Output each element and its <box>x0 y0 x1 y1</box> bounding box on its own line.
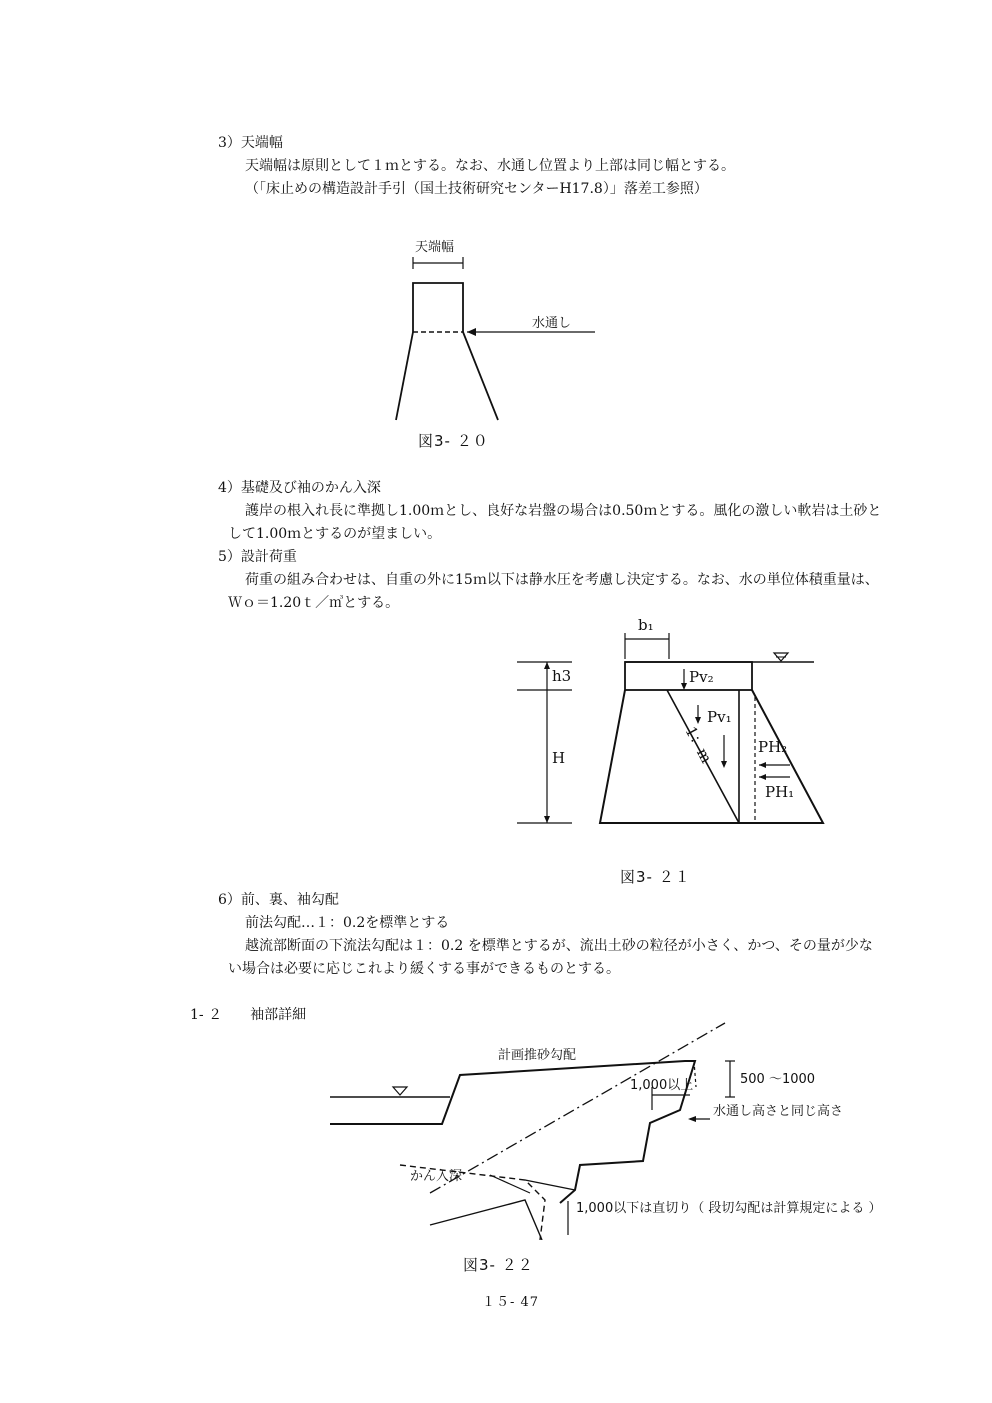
figure-3-21 <box>512 605 860 837</box>
fig21-label-slope: 1：m <box>681 723 716 767</box>
figure-3-22 <box>330 1015 920 1240</box>
fig21-label-h3: h3 <box>552 667 572 685</box>
section-6-heading: 6）前、裏、袖勾配 <box>218 892 339 908</box>
section-3-text-2: （「床止めの構造設計手引（国土技術研究センターH17.8）」落差工参照） <box>245 181 708 197</box>
figure-3-20 <box>390 225 610 425</box>
figure-3-22-caption: 図3- ２２ <box>463 1256 534 1274</box>
section-5-text-1: 荷重の組み合わせは、自重の外に15ｍ以下は静水圧を考慮し決定する。なお、水の単位体積重量は、 <box>245 572 879 588</box>
fig21-label-pv1: Pv₁ <box>707 708 732 726</box>
section-6-text-1: 前法勾配…１：0.2を標準とする <box>245 915 450 931</box>
section-4-heading: 4）基礎及び袖のかん入深 <box>218 480 381 496</box>
section-5-heading: 5）設計荷重 <box>218 549 297 565</box>
fig21-label-ph1: PH₁ <box>765 783 795 801</box>
fig21-label-pv2: Pv₂ <box>689 668 714 686</box>
fig21-label-H: H <box>552 749 566 767</box>
section-4-text-1: 護岸の根入れ長に準拠し1.00ｍとし、良好な岩盤の場合は0.50ｍとする。風化の激しい軟岩は土砂と <box>245 503 882 519</box>
section-3-text-1: 天端幅は原則として１ｍとする。なお、水通し位置より上部は同じ幅とする。 <box>245 158 735 174</box>
fig20-label-top: 天端幅 <box>415 240 455 255</box>
fig22-label-slope: 計画推砂勾配 <box>498 1048 577 1063</box>
section-6-text-2: 越流部断面の下流法勾配は１：0.2 を標準とするが、流出土砂の粒径が小さく、かつ、その量が少な <box>245 938 873 954</box>
figure-3-20-caption: 図3- ２０ <box>418 432 489 450</box>
section-5-text-2: Ｗｏ＝1.20ｔ／㎥とする。 <box>228 595 400 611</box>
section-3-heading: 3）天端幅 <box>218 135 283 151</box>
fig22-label-1000: 1,000以上 <box>630 1078 694 1093</box>
section-1-2-heading: 1- ２ 袖部詳細 <box>190 1007 307 1023</box>
page-number: １５- 47 <box>482 1295 540 1310</box>
fig22-label-water: 水通し高さと同じ高さ <box>713 1104 844 1119</box>
section-4-text-2: して1.00ｍとするのが望ましい。 <box>228 526 442 542</box>
fig21-label-b1: b₁ <box>638 616 654 634</box>
fig22-label-kannyu: かん入深 <box>410 1169 463 1184</box>
fig21-label-ph2: PH₂ <box>758 738 788 756</box>
fig20-label-water: 水通し <box>532 316 572 331</box>
section-6-text-3: い場合は必要に応じこれより緩くする事ができるものとする。 <box>228 961 620 977</box>
fig22-label-range: 500 ～1000 <box>740 1072 816 1087</box>
figure-3-21-caption: 図3- ２１ <box>620 868 691 886</box>
fig22-label-bottom: 1,000以下は直切り（ 段切勾配は計算規定による ） <box>576 1201 882 1216</box>
